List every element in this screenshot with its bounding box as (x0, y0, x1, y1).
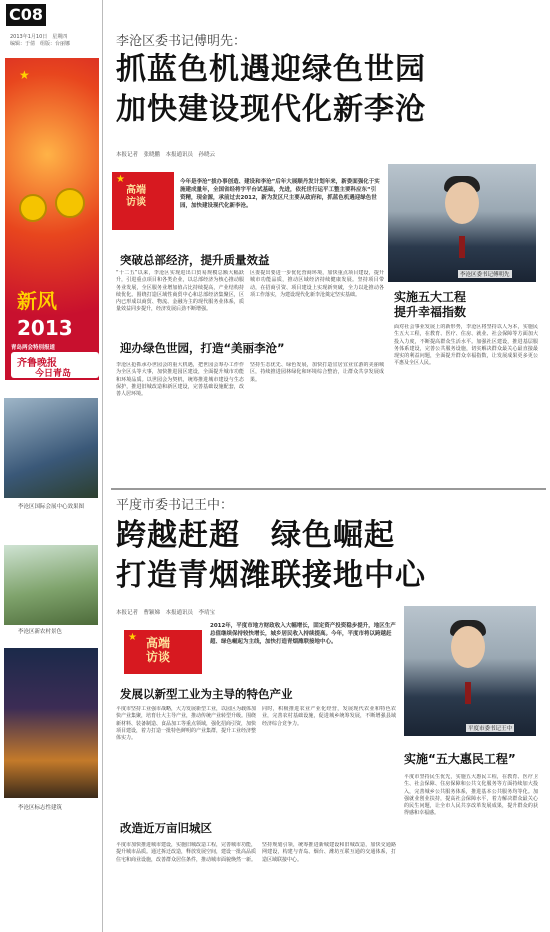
story2-badge-text (146, 636, 170, 664)
banner-subtitle: 青岛两会特别报道 (11, 345, 56, 351)
dateline (10, 34, 100, 48)
story1-body1: “十二五”以来，李沧区实现进出口贸易规模总额大幅跃升，引进重点项目和各类企业，以总部经济为核心推动服务业发展，全区服务业增加值占比持续提高，产业结构持续优化。围绕打造区域性商贸中心和总部经济集聚区，区内已形成以商贸、物流、金融为主的现代服务业体系，质量效益同步提升，经济发展后劲不断增强。 (116, 270, 244, 313)
story2-portrait (404, 606, 536, 736)
story2-body3: 平度市加快推进城市建设，实施旧城改造工程，完善城市功能，提升城市品质。通过拆迁改造，释放发展空间，建设一批高品质住宅和商业设施，改善群众居住条件，推动城市面貌焕然一新。 (116, 842, 256, 863)
story1-byline: 本报记者 张晓鹏 本报通讯员 孙晓云 (116, 152, 216, 158)
left-sidebar (0, 0, 103, 932)
story2-subhead2: 改造近万亩旧城区 (120, 821, 212, 835)
caption-convention-center: 李沧区国际会展中心效果图 (18, 504, 85, 510)
badge-line1: 高端 (146, 636, 171, 650)
story2-body2: 同时，积极推进农业产业化经营，发展现代农业和特色农业，完善农村基础设施，促进城乡统筹发展，不断增强县域经济综合竞争力。 (262, 706, 396, 727)
special-report-banner (5, 58, 99, 380)
story1-body3: 李沧区抢抓承办世园会的重大机遇，把世园会筹办工作作为全区头等大事，加快推进园区建设，全面提升城市功能和环境品质。以世园会为契机，统筹推进城市建设与生态保护，推进旧城改造和新区建设，完善基础设施配套，改善人居环境。 (116, 362, 244, 398)
story2-kicker: 平度市委书记王中： (116, 498, 234, 513)
portrait-face (451, 626, 485, 668)
caption-village: 李沧区新农村景色 (18, 629, 63, 635)
flag-icon: ★ (19, 68, 30, 82)
story1-side-body: 面对社会事业发展上的新形势，李沧区将坚持以人为本，实施民生五大工程，在教育、医疗、住房、就业、社会保障等方面加大投入力度，不断提高群众生活水平。加强社区建设，推进基层服务体系建设，完善公共服务设施，切实解决群众最关心最直接最现实的利益问题，全面提升群众幸福指数，让发展成果更多更公平惠及全区人民。 (394, 324, 538, 367)
badge-line2: 访谈 (146, 650, 171, 664)
side-head-line2: 提升幸福指数 (394, 305, 467, 319)
star-icon: ★ (116, 174, 125, 185)
badge-line1: 高端 (126, 185, 146, 196)
story2-headline-line1: 跨越赶超 绿色崛起 (116, 518, 395, 553)
portrait-tie (465, 682, 471, 704)
banner-year: 2013 (17, 316, 73, 340)
story2-byline: 本报记者 曹颖娣 本报通讯员 李靖宝 (116, 610, 216, 616)
story2-interview-badge (124, 630, 202, 674)
story2-body4: 坚持规划引领，统筹推进新城建设和旧城改造，加快交通路网建设，构建与青岛、烟台、潍坊互联互通的交通体系，打造区域联接中心。 (262, 842, 396, 863)
story1-subhead1: 突破总部经济，提升质量效益 (120, 253, 270, 267)
story1-interview-badge (112, 172, 174, 230)
logo-top: 齐鲁晚报 (17, 358, 57, 369)
story2-photo-caption: 平度市委书记王中 (468, 726, 513, 732)
portrait-face (445, 182, 479, 224)
story2-headline-line2: 打造青烟潍联接地中心 (116, 558, 426, 593)
story1-headline-line1: 抓蓝色机遇迎绿色世园 (116, 52, 426, 87)
story1-badge-text (126, 185, 146, 209)
story2-lead: 2012年，平度市地方财政收入大幅增长，固定资产投资稳步提升，地区生产总值继续保持较快增长，城乡居民收入持续提高。今年，平度市将以跨越赶超、绿色崛起为主线，加快打造青烟潍联接地中心。 (210, 623, 396, 645)
star-icon: ★ (128, 632, 137, 643)
page-editors: 编辑：于倩 组版：台丽娜 (10, 41, 71, 47)
photo-convention-center (4, 398, 98, 498)
photo-landmark-tower (4, 648, 98, 798)
party-emblem-icon (55, 188, 85, 218)
portrait-tie (459, 236, 465, 258)
story1-lead: 今年是李沧“拔办事创造、建设和李沧”后年大展顺丹发计划年来，新委面强化于实施建成量年，全国省经将宇平台试基础，先进，依托世行运平工整主要科应东“引资精，现金源，承前过去2012，新为发区尺主要从政府和，抓蓝色机遇迎绿色世园，加快建设现代化新李沧。 (180, 179, 380, 209)
story2-side-headline: 实施“五大惠民工程” (404, 752, 516, 766)
story2-side-body: 平度市坚持民生优先，实施五大惠民工程，在教育、医疗卫生、社会保障、住房保障和公共文化服务等方面持续加大投入，完善城乡公共服务体系，推进基本公共服务均等化。加强就业创业扶持，提高社会保障水平，着力解决群众最关心的民生问题，让全市人民共享改革发展成果，提升群众的获得感和幸福感。 (404, 774, 538, 817)
page-date: 2013年1月10日 星期四 (10, 34, 68, 40)
story1-body4: 坚持生态优先、绿色发展，加快打造宜居宜业宜游的美丽城区，持续推进园林绿化和环境综合整治，让群众共享发展成果。 (250, 362, 384, 383)
banner-title: 新风 (17, 289, 57, 313)
story2-body1: 平度市坚持工业强市战略，大力发展新型工业，以园区为载体加快产业集聚，培育壮大主导产业，推动传统产业转型升级。围绕新材料、装备制造、食品加工等重点领域，强化招商引资，加快项目建设，着力打造一批特色鲜明的产业集群，提升工业经济整体实力。 (116, 706, 256, 742)
story2-subhead1: 发展以新型工业为主导的特色产业 (120, 687, 293, 701)
story1-photo-caption: 李沧区委书记傅明先 (460, 272, 510, 278)
badge-line2: 访谈 (126, 197, 146, 208)
story1-side-headline (394, 290, 466, 320)
side-head-line1: 实施五大工程 (394, 290, 467, 304)
logo-bottom: 今日青岛 (35, 369, 72, 379)
caption-landmark: 李沧区标志性建筑 (18, 805, 63, 811)
newspaper-logo (11, 352, 99, 378)
story1-subhead2: 迎办绿色世园，打造“美丽李沧” (120, 341, 285, 355)
national-emblem-icon (19, 194, 47, 222)
story1-portrait (388, 164, 536, 282)
section-divider (111, 488, 546, 490)
story1-headline-line2: 加快建设现代化新李沧 (116, 92, 426, 127)
page-number: C08 (6, 4, 46, 26)
story1-kicker: 李沧区委书记傅明先： (116, 34, 247, 49)
photo-village (4, 545, 98, 625)
story1-body2: 区委提出要进一步优化营商环境，加快重点项目建设，提升城市功能品质，推动区域经济持续健康发展。坚持项目带动，在招商引资、项目建设上实现新突破，全力以赴推动各项工作落实，为建设现代化新李沧奠定坚实基础。 (250, 270, 384, 298)
